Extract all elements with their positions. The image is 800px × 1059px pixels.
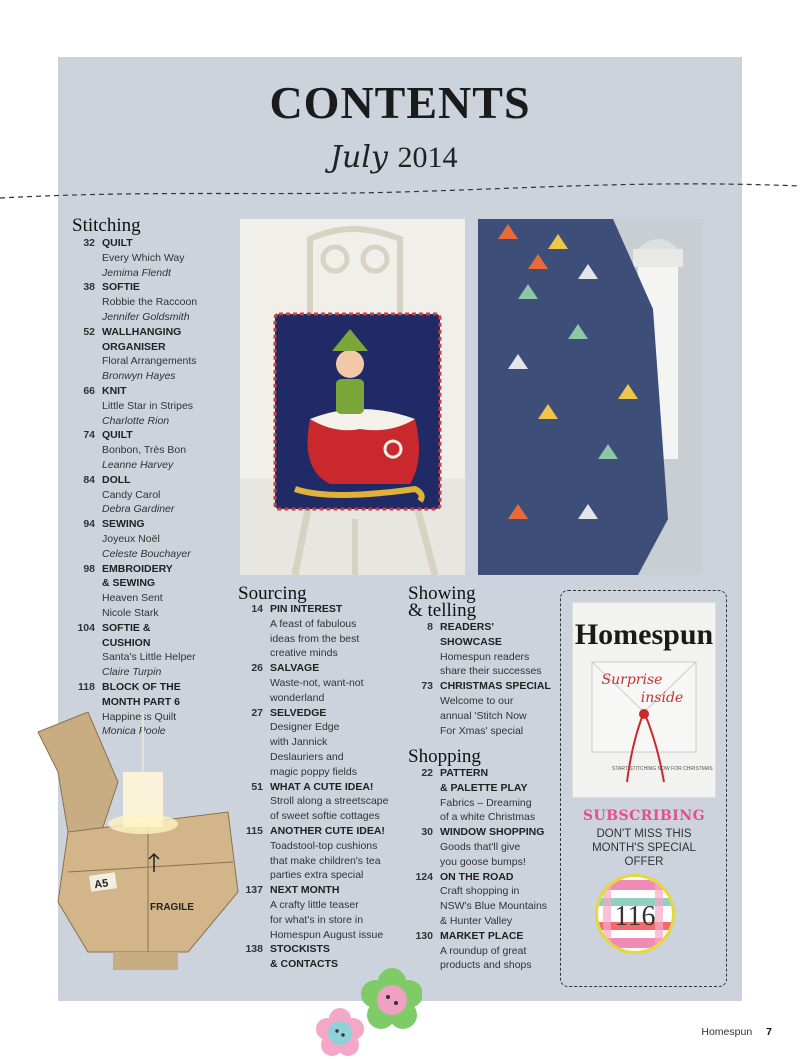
entry-page-number: 73 — [421, 680, 433, 693]
entry-page-number: 104 — [77, 621, 95, 634]
contents-entry[interactable] — [400, 620, 560, 679]
entry-body — [102, 428, 237, 472]
entry-heading: SEWING — [102, 518, 145, 531]
entry-description: A feast of fabulous — [270, 617, 357, 630]
entry-body — [440, 620, 560, 679]
entry-description: A crafty little teaser — [270, 898, 359, 911]
entry-page-number: 118 — [78, 680, 95, 693]
entry-heading: WHAT A CUTE IDEA! — [270, 780, 374, 793]
entry-body — [440, 766, 560, 825]
entry-body — [102, 236, 237, 280]
entry-heading: EMBROIDERY — [102, 562, 173, 575]
entry-description: Joyeux Noël — [102, 532, 160, 545]
contents-entry[interactable] — [62, 621, 237, 680]
entry-description: of a white Christmas — [440, 811, 536, 824]
entry-body — [270, 661, 405, 705]
entry-description: & Hunter Valley — [440, 914, 513, 927]
contents-entry[interactable] — [62, 428, 237, 472]
entry-page-number: 115 — [246, 824, 263, 837]
entry-description: creative minds — [270, 647, 338, 660]
contents-entry[interactable] — [400, 825, 560, 869]
entry-description: Homespun readers — [440, 650, 530, 663]
subscribe-text-line3: OFFER — [624, 856, 664, 868]
entry-author: Jemima Flendt — [102, 266, 171, 279]
entry-body — [102, 562, 237, 621]
entry-page-number: 94 — [83, 518, 95, 531]
subscribe-text-line2: MONTH'S SPECIAL — [592, 842, 696, 854]
entry-author: Charlotte Rion — [102, 414, 170, 427]
contents-entry[interactable] — [400, 929, 560, 973]
entry-page-number: 8 — [427, 621, 433, 633]
contents-entry[interactable] — [400, 870, 560, 929]
section-title-shopping: Shopping — [408, 746, 481, 767]
contents-entry[interactable] — [230, 706, 405, 780]
entry-description: Nicole Stark — [102, 606, 159, 619]
entry-body — [102, 473, 237, 517]
entry-author: Bronwyn Hayes — [102, 370, 176, 383]
contents-entry[interactable] — [230, 824, 405, 883]
entry-description: Fabrics – Dreaming — [440, 796, 532, 809]
entry-heading: ORGANISER — [102, 340, 166, 353]
dashed-divider — [0, 170, 800, 210]
entry-heading: READERS' — [440, 621, 494, 633]
entry-heading: PIN INTEREST — [270, 603, 343, 615]
entry-description: with Jannick — [270, 736, 328, 749]
entry-body — [270, 602, 405, 661]
entry-body — [270, 824, 405, 883]
cover-tagline: START STITCHING NOW FOR CHRISTMAS — [612, 766, 713, 772]
footer-brand: Homespun — [701, 1026, 753, 1038]
elf-cushion-photo — [240, 219, 465, 575]
entry-description: Welcome to our — [440, 694, 514, 707]
entry-page-number: 27 — [251, 706, 263, 719]
entry-description: of sweet softie cottages — [270, 810, 380, 823]
entry-body — [440, 825, 560, 869]
page-title: CONTENTS — [269, 77, 531, 128]
contents-entry[interactable] — [62, 325, 237, 384]
entry-heading: QUILT — [102, 237, 133, 249]
entry-description: NSW's Blue Mountains — [440, 900, 548, 913]
entry-heading: SOFTIE & — [102, 621, 151, 634]
contents-entry[interactable] — [230, 602, 405, 661]
entry-heading: SALVAGE — [270, 662, 320, 675]
entry-heading: SELVEDGE — [270, 706, 327, 719]
cover-masthead: Homespun — [574, 618, 714, 651]
entry-body — [440, 679, 560, 738]
entry-heading: STOCKISTS — [270, 943, 330, 956]
entry-heading: WINDOW SHOPPING — [440, 826, 545, 839]
entry-heading: ON THE ROAD — [440, 870, 514, 883]
entry-description: Goods that'll give — [440, 840, 521, 853]
entry-description: that make children's tea — [270, 854, 381, 867]
contents-entry[interactable] — [400, 766, 560, 825]
entry-page-number: 14 — [251, 603, 263, 615]
entry-heading: CUSHION — [102, 636, 151, 649]
entry-description: for what's in store in — [270, 913, 364, 926]
subscribe-page-badge[interactable] — [593, 872, 677, 956]
entry-page-number: 84 — [83, 473, 95, 486]
entry-description: Designer Edge — [270, 721, 340, 734]
entry-description: Craft shopping in — [440, 885, 520, 898]
entry-body — [102, 384, 237, 428]
entry-page-number: 137 — [245, 884, 263, 897]
subscribe-page-number: 116 — [614, 901, 656, 932]
entry-page-number: 30 — [421, 826, 433, 839]
entry-heading: KNIT — [102, 384, 127, 397]
decorative-buttons — [312, 965, 422, 1059]
entry-heading: & SEWING — [102, 577, 156, 590]
cover-script-surprise: Surprise — [601, 672, 663, 688]
entry-description: Santa's Little Helper — [102, 651, 196, 664]
entry-body — [102, 325, 237, 384]
section-title-stitching: Stitching — [72, 215, 141, 236]
entry-page-number: 38 — [83, 281, 95, 294]
page-number: 7 — [766, 1026, 772, 1038]
subscribe-title: SUBSCRIBING — [582, 808, 706, 824]
entry-heading: PATTERN — [440, 767, 489, 779]
entry-heading: ANOTHER CUTE IDEA! — [270, 824, 385, 837]
entry-body — [270, 883, 405, 942]
entry-heading: MARKET PLACE — [440, 929, 524, 942]
entry-page-number: 26 — [251, 662, 263, 675]
subscribe-text-line1: DON'T MISS THIS — [596, 828, 692, 840]
entry-page-number: 22 — [421, 767, 433, 779]
sourcing-list — [230, 602, 405, 972]
entry-description: A roundup of great — [440, 944, 527, 957]
entry-description: parties extra special — [270, 869, 364, 882]
entry-description: magic poppy fields — [270, 765, 357, 778]
entry-description: wonderland — [270, 691, 325, 704]
shopping-list — [400, 766, 560, 973]
entry-author: Debra Gardiner — [102, 503, 175, 516]
entry-description: Toadstool-top cushions — [270, 839, 378, 852]
entry-description: annual 'Stitch Now — [440, 709, 527, 722]
entry-heading: MONTH PART 6 — [102, 695, 180, 708]
entry-heading: SHOWCASE — [440, 635, 502, 648]
entry-description: Heaven Sent — [102, 592, 163, 605]
entry-page-number: 130 — [415, 929, 433, 942]
entry-description: products and shops — [440, 959, 532, 972]
entry-heading: NEXT MONTH — [270, 884, 340, 897]
entry-description: ideas from the best — [270, 632, 360, 645]
contents-entry[interactable] — [230, 883, 405, 942]
entry-heading: SOFTIE — [102, 281, 140, 294]
entry-page-number: 138 — [245, 943, 263, 956]
cover-script-inside: inside — [640, 690, 684, 706]
entry-page-number: 74 — [83, 429, 95, 442]
entry-description: Deslauriers and — [270, 750, 344, 763]
entry-description: Candy Carol — [102, 488, 161, 501]
entry-heading: & CONTACTS — [270, 958, 339, 971]
entry-page-number: 32 — [83, 237, 95, 249]
magazine-cover[interactable] — [572, 602, 716, 798]
crate-tag-label: A5 — [93, 877, 110, 892]
entry-description: Happiness Quilt — [102, 710, 177, 723]
entry-heading: & PALETTE PLAY — [440, 781, 528, 794]
flying-geese-quilt-photo — [478, 219, 703, 575]
entry-heading: DOLL — [102, 473, 131, 486]
entry-description: Bonbon, Très Bon — [102, 444, 187, 457]
contents-entry[interactable] — [230, 661, 405, 705]
entry-description: share their successes — [440, 665, 542, 678]
contents-entry[interactable] — [62, 280, 237, 324]
contents-entry[interactable] — [62, 517, 237, 561]
section-title-sourcing: Sourcing — [238, 583, 307, 604]
entry-page-number: 52 — [83, 325, 95, 338]
entry-author: Monica Poole — [102, 725, 166, 738]
entry-description: Waste-not, want-not — [270, 676, 364, 689]
contents-entry[interactable] — [230, 780, 405, 824]
section-title-showing-line1: Showing — [408, 583, 476, 604]
entry-body — [102, 621, 237, 680]
entry-heading: WALLHANGING — [102, 325, 182, 338]
contents-entry[interactable] — [62, 562, 237, 621]
contents-entry[interactable] — [62, 473, 237, 517]
entry-heading: CHRISTMAS SPECIAL — [440, 680, 551, 693]
entry-body — [270, 706, 405, 780]
entry-body — [440, 929, 560, 973]
entry-description: Floral Arrangements — [102, 355, 197, 368]
section-title-showing-line2: & telling — [408, 600, 477, 621]
stitching-list — [62, 236, 237, 739]
page-footer — [701, 1026, 772, 1038]
entry-description: Little Star in Stripes — [102, 399, 194, 412]
showing-list — [400, 620, 560, 738]
entry-page-number: 98 — [83, 562, 95, 575]
crate-fragile-label: FRAGILE — [150, 902, 194, 913]
entry-body — [102, 517, 237, 561]
entry-body — [440, 870, 560, 929]
entry-description: Every Which Way — [102, 251, 185, 264]
contents-entry[interactable] — [62, 236, 237, 280]
entry-description: Stroll along a streetscape — [270, 795, 389, 808]
entry-author: Leanne Harvey — [102, 458, 174, 471]
entry-page-number: 66 — [83, 384, 95, 397]
crate-goose-lamp — [28, 712, 243, 972]
entry-description: For Xmas' special — [440, 724, 524, 737]
entry-heading: QUILT — [102, 429, 133, 442]
entry-author: Claire Turpin — [102, 666, 162, 679]
section-title-showing — [408, 585, 476, 619]
entry-author: Jennifer Goldsmith — [102, 310, 190, 323]
entry-body — [102, 280, 237, 324]
entry-page-number: 124 — [415, 870, 433, 883]
entry-author: Celeste Bouchayer — [102, 547, 191, 560]
contents-entry[interactable] — [62, 384, 237, 428]
entry-page-number: 51 — [251, 780, 263, 793]
entry-body — [270, 780, 405, 824]
contents-entry[interactable] — [400, 679, 560, 738]
subscribe-text — [560, 827, 728, 869]
entry-description: Homespun August issue — [270, 928, 384, 941]
entry-heading: BLOCK OF THE — [102, 680, 181, 693]
entry-description: you goose bumps! — [440, 855, 526, 868]
issue-year: 2014 — [397, 141, 458, 174]
entry-description: Robbie the Raccoon — [102, 296, 198, 309]
issue-month: July — [330, 140, 388, 175]
